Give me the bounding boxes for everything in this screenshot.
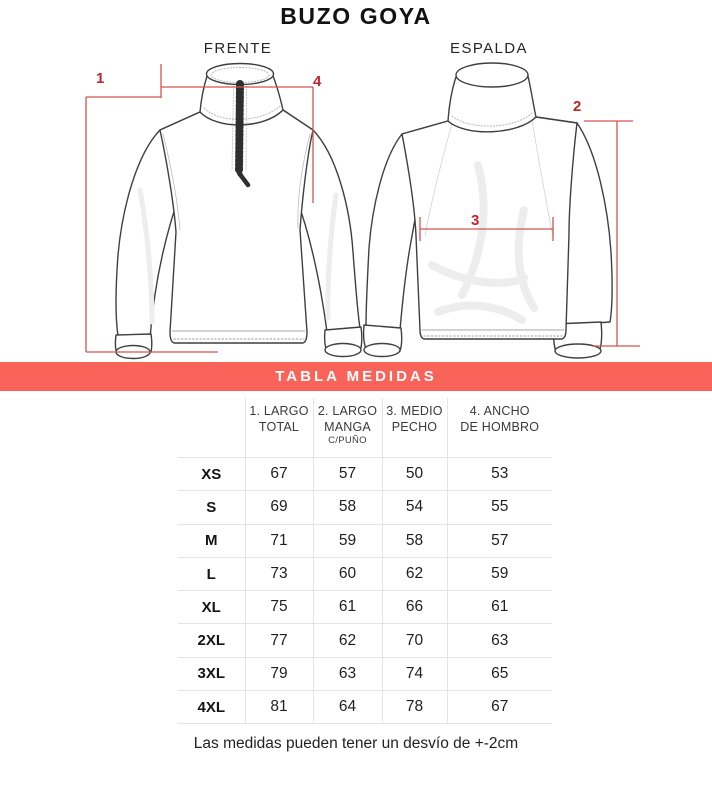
measure-value-cell: 60 xyxy=(313,557,382,590)
measure-value-cell: 50 xyxy=(382,458,447,491)
measure-label-1: 1 xyxy=(96,70,105,87)
column-header: 4. ANCHO DE HOMBRO xyxy=(447,398,552,458)
measure-value-cell: 63 xyxy=(313,657,382,690)
front-view-label: FRENTE xyxy=(203,40,273,57)
measure-value-cell: 59 xyxy=(447,557,552,590)
measure-value-cell: 59 xyxy=(313,524,382,557)
measure-value-cell: 63 xyxy=(447,624,552,657)
measure-value-cell: 67 xyxy=(245,458,313,491)
measure-value-cell: 77 xyxy=(245,624,313,657)
measure-value-cell: 58 xyxy=(313,491,382,524)
size-row xyxy=(178,557,552,590)
size-label: 4XL xyxy=(178,691,245,724)
front-garment-drawing xyxy=(115,64,361,359)
tolerance-note: Las medidas pueden tener un desvío de +-2cm xyxy=(193,735,519,752)
measure-value-cell: 54 xyxy=(382,491,447,524)
size-label: S xyxy=(178,491,245,524)
column-header: 2. LARGO MANGA C/PUÑO xyxy=(313,398,382,458)
size-row xyxy=(178,524,552,557)
measure-label-4: 4 xyxy=(313,73,322,90)
size-label: XS xyxy=(178,458,245,491)
measure-value-cell: 66 xyxy=(382,591,447,624)
measure-value-cell: 75 xyxy=(245,591,313,624)
measure-value-cell: 67 xyxy=(447,691,552,724)
measure-value-cell: 69 xyxy=(245,491,313,524)
size-label: 3XL xyxy=(178,657,245,690)
size-label: XL xyxy=(178,591,245,624)
size-row xyxy=(178,458,552,491)
measure-value-cell: 78 xyxy=(382,691,447,724)
measure-value-cell: 62 xyxy=(382,557,447,590)
size-row xyxy=(178,491,552,524)
measure-value-cell: 79 xyxy=(245,657,313,690)
measure-value-cell: 61 xyxy=(313,591,382,624)
table-banner-label: TABLA MEDIDAS xyxy=(275,368,437,385)
measure-value-cell: 55 xyxy=(447,491,552,524)
measure-value-cell: 74 xyxy=(382,657,447,690)
measure-value-cell: 73 xyxy=(245,557,313,590)
measure-value-cell: 57 xyxy=(313,458,382,491)
size-row xyxy=(178,591,552,624)
measure-value-cell: 81 xyxy=(245,691,313,724)
column-header: 1. LARGO TOTAL xyxy=(245,398,313,458)
measure-value-cell: 70 xyxy=(382,624,447,657)
measure-value-cell: 62 xyxy=(313,624,382,657)
size-table-body xyxy=(178,458,552,724)
size-label: 2XL xyxy=(178,624,245,657)
measure-label-2: 2 xyxy=(573,98,582,115)
garment-technical-drawing xyxy=(0,60,712,362)
size-row xyxy=(178,691,552,724)
measure-value-cell: 58 xyxy=(382,524,447,557)
table-corner-cell xyxy=(178,398,245,458)
table-banner xyxy=(0,362,712,391)
size-row xyxy=(178,624,552,657)
measure-value-cell: 61 xyxy=(447,591,552,624)
measure-value-cell: 64 xyxy=(313,691,382,724)
size-label: L xyxy=(178,557,245,590)
size-row xyxy=(178,657,552,690)
measure-value-cell: 57 xyxy=(447,524,552,557)
measure-value-cell: 65 xyxy=(447,657,552,690)
size-table-header-row xyxy=(178,398,552,458)
measure-value-cell: 71 xyxy=(245,524,313,557)
back-view-label: ESPALDA xyxy=(450,40,528,57)
column-header: 3. MEDIO PECHO xyxy=(382,398,447,458)
page-title: BUZO GOYA xyxy=(280,3,432,29)
measure-label-3: 3 xyxy=(471,212,480,229)
measure-value-cell: 53 xyxy=(447,458,552,491)
size-label: M xyxy=(178,524,245,557)
size-table xyxy=(178,398,552,724)
